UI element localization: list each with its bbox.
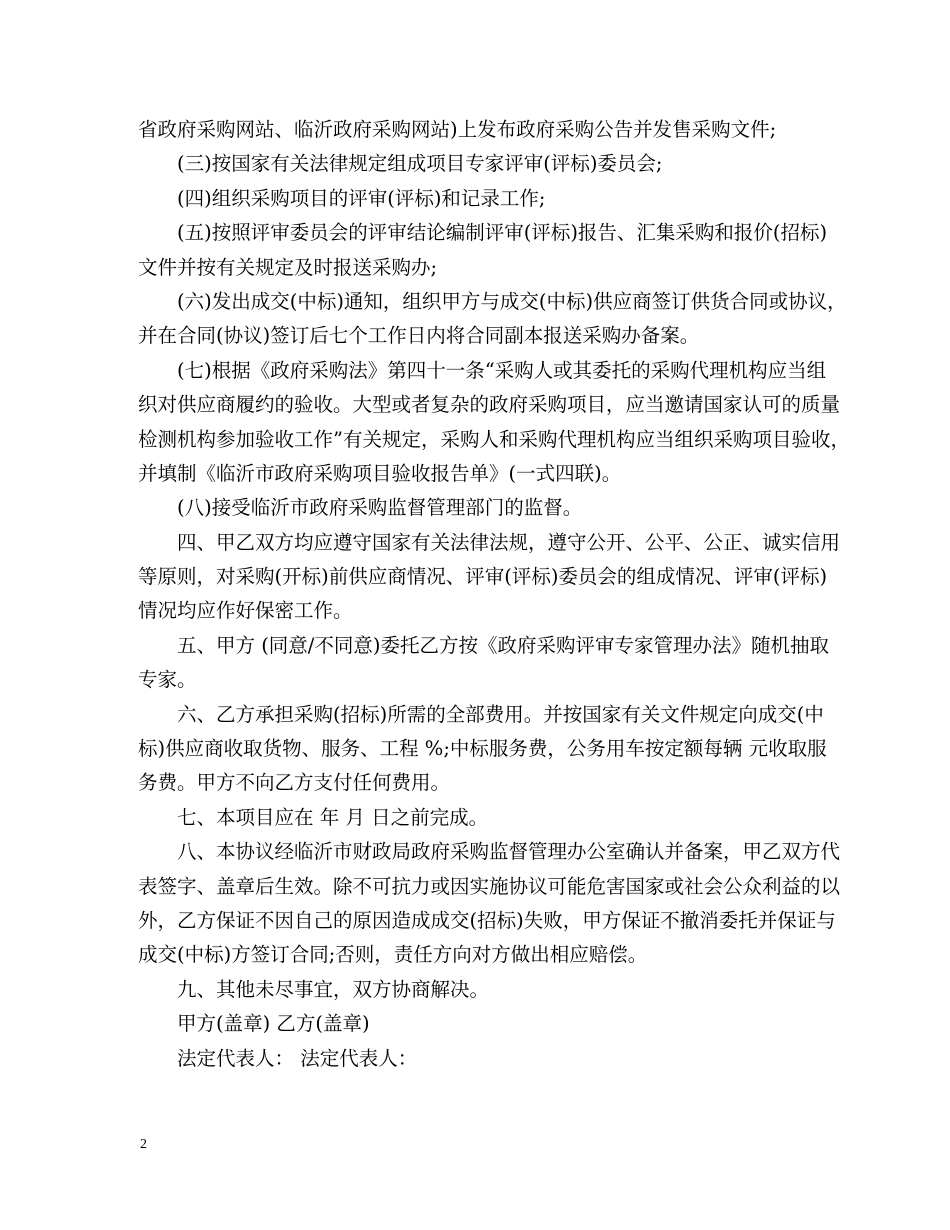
paragraph [138,629,829,698]
text-line: 务费。甲方不向乙方支付任何费用。 [138,771,451,795]
text-line: 织对供应商履约的验收。大型或者复杂的政府采购项目，应当邀请国家认可的质量 [138,393,841,417]
paragraph [138,182,810,216]
paragraph [138,285,847,354]
text-line: 法定代表人： 法定代表人： [177,1046,418,1070]
text-line: 外，乙方保证不因自己的原因造成成交(招标)失败，甲方保证不撤消委托并保证与 [138,908,836,932]
paragraph [138,354,850,492]
paragraph [138,835,841,973]
text-line: 七、本项目应在 年 月 日之前完成。 [177,805,489,829]
document-body [138,113,850,1076]
paragraph [138,113,810,147]
text-line: 专家。 [138,668,197,692]
paragraph [138,491,810,525]
page-number: 2 [140,1137,147,1152]
text-line: (四)组织采购项目的评审(评标)和记录工作; [177,186,546,210]
text-line: 文件并按有关规定及时报送采购办; [138,255,438,279]
paragraph [138,801,810,835]
text-line: 五、甲方 (同意/不同意)委托乙方按《政府采购评审专家管理办法》随机抽取 [177,633,829,657]
paragraph [138,147,810,181]
text-line: 检测机构参加验收工作”有关规定，采购人和采购代理机构应当组织采购项目验收， [138,427,850,451]
text-line: (七)根据《政府采购法》第四十一条“采购人或其委托的采购代理机构应当组 [177,358,827,382]
text-line: 情况均应作好保密工作。 [138,599,353,623]
paragraph [138,1007,810,1041]
text-line: 四、甲乙双方均应遵守国家有关法律法规，遵守公开、公平、公正、诚实信用 [177,530,841,554]
text-line: (八)接受临沂市政府采购监督管理部门的监督。 [177,496,583,520]
text-line: 九、其他未尽事宜，双方协商解决。 [177,977,490,1001]
paragraph [138,526,841,629]
text-line: (五)按照评审委员会的评审结论编制评审(评标)报告、汇集采购和报价(招标) [177,221,828,245]
text-line: 八、本协议经临沂市财政局政府采购监督管理办公室确认并备案，甲乙双方代 [177,840,841,864]
text-line: 成交(中标)方签订合同;否则，责任方向对方做出相应赔偿。 [138,943,648,967]
text-line: 并在合同(协议)签订后七个工作日内将合同副本报送采购办备案。 [138,324,700,348]
paragraph [138,216,828,285]
paragraph [138,698,827,801]
text-line: 六、乙方承担采购(招标)所需的全部费用。并按国家有关文件规定向成交(中 [177,702,824,726]
text-line: 并填制《临沂市政府采购项目验收报告单》(一式四联)。 [138,461,622,485]
text-line: (六)发出成交(中标)通知，组织甲方与成交(中标)供应商签订供货合同或协议， [177,289,847,313]
text-line: 表签字、盖章后生效。除不可抗力或因实施协议可能危害国家或社会公众利益的以 [138,874,841,898]
paragraph [138,1042,810,1076]
paragraph [138,973,810,1007]
text-line: 标)供应商收取货物、服务、工程 %;中标服务费，公务用车按定额每辆 元收取服 [138,737,827,761]
text-line: (三)按国家有关法律规定组成项目专家评审(评标)委员会; [177,152,663,176]
text-line: 省政府采购网站、临沂政府采购网站)上发布政府采购公告并发售采购文件; [138,118,777,141]
text-line: 等原则，对采购(开标)前供应商情况、评审(评标)委员会的组成情况、评审(评标) [138,565,828,589]
text-line: 甲方(盖章) 乙方(盖章) [177,1012,370,1036]
